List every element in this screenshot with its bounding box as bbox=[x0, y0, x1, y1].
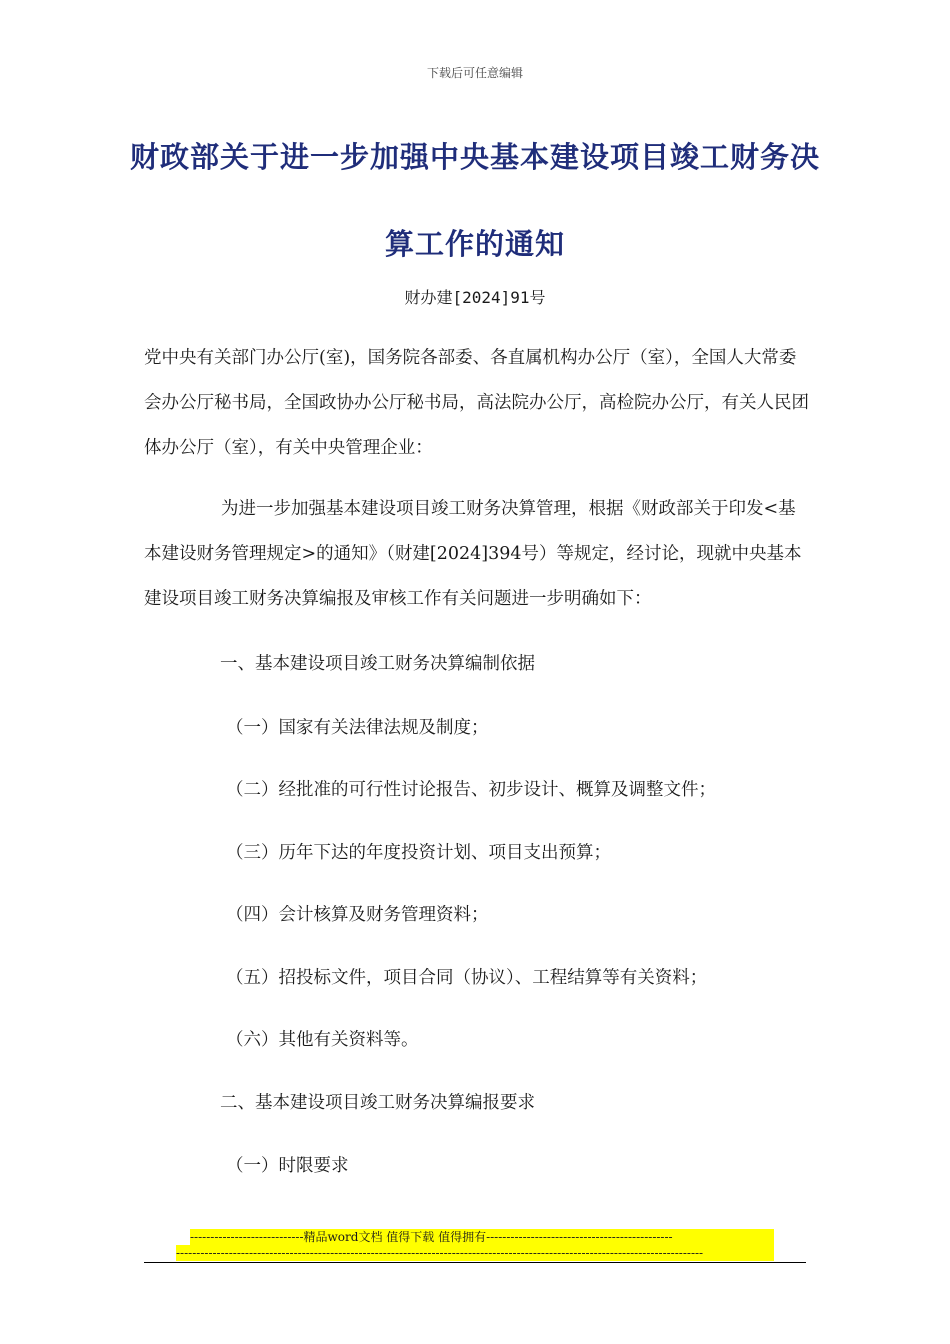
section1-item-3: （三）历年下达的年度投资计划、项目支出预算； bbox=[226, 843, 611, 863]
document-title-line-1: 财政部关于进一步加强中央基本建设项目竣工财务决 bbox=[129, 140, 820, 174]
section1-heading: 一、基本建设项目竣工财务决算编制依据 bbox=[220, 654, 535, 674]
addressee-paragraph: 党中央有关部门办公厅(室)，国务院各部委、各直属机构办公厅（室），全国人大常委会办公厅秘书局，全国政协办公厅秘书局，高法院办公厅，高检院办公厅，有关人民团体办公厅（室），有关中央管理企业： bbox=[144, 348, 809, 458]
footer-divider bbox=[144, 1262, 806, 1263]
section1-item-1: （一）国家有关法律法规及制度； bbox=[226, 718, 489, 738]
footer-banner-line-2: ---------------------------------------------------------------------------------------------------------------------------------- bbox=[176, 1245, 774, 1261]
footer-banner bbox=[176, 1229, 776, 1261]
page-header-note: 下载后可任意编辑 bbox=[426, 66, 523, 80]
section2-item-1: （一）时限要求 bbox=[226, 1156, 349, 1176]
document-title-line-2: 算工作的通知 bbox=[384, 227, 565, 261]
section1-item-4: （四）会计核算及财务管理资料； bbox=[226, 905, 489, 925]
footer-banner-line-1: ----------------------------精品word文档 值得下载 值得拥有---------------------------------------------- bbox=[190, 1229, 774, 1245]
intro-paragraph: 为进一步加强基本建设项目竣工财务决算管理，根据《财政部关于印发<基本建设财务管理规定>的通知》（财建[2024]394号）等规定，经讨论，现就中央基本建设项目竣工财务决算编报及审核工作有关问题进一步明确如下： bbox=[144, 499, 802, 609]
section2-heading: 二、基本建设项目竣工财务决算编报要求 bbox=[220, 1093, 535, 1113]
document-number: 财办建[2024]91号 bbox=[404, 288, 546, 307]
section1-item-6: （六）其他有关资料等。 bbox=[226, 1030, 419, 1050]
section1-item-2: （二）经批准的可行性讨论报告、初步设计、概算及调整文件； bbox=[226, 780, 716, 800]
section1-item-5: （五）招投标文件，项目合同（协议）、工程结算等有关资料； bbox=[226, 968, 708, 988]
